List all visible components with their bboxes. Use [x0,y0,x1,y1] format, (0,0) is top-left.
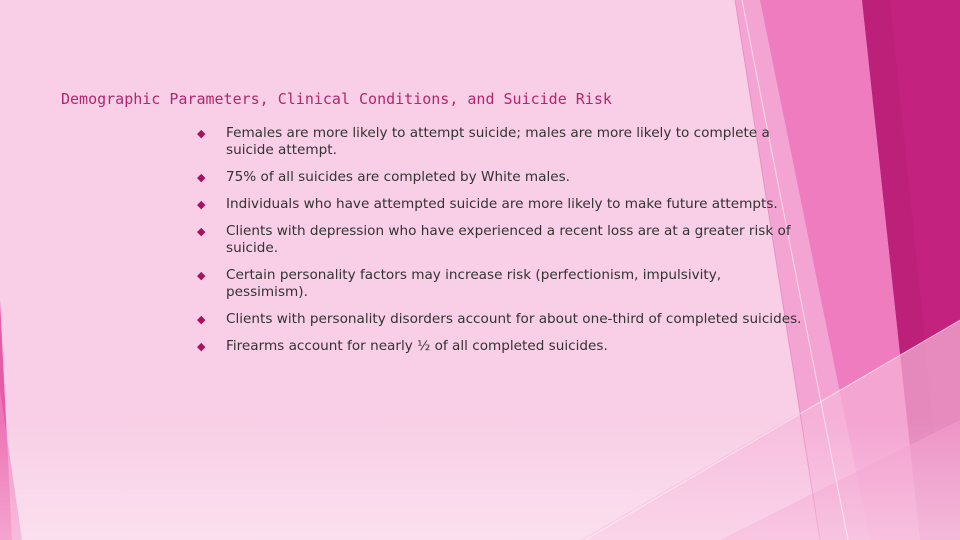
bullet-text: Females are more likely to attempt suicide; males are more likely to complete a suicide attempt. [226,125,770,158]
diamond-icon: ◆ [197,340,206,353]
bullet-text: Firearms account for nearly ½ of all completed suicides. [226,338,608,354]
diamond-icon: ◆ [197,225,206,238]
bottom-fade [0,420,960,540]
bullet-item [197,338,807,355]
bullet-item [197,223,807,257]
bullet-item [197,196,807,213]
diamond-icon: ◆ [197,171,206,184]
slide-title: Demographic Parameters, Clinical Conditions, and Suicide Risk [61,90,612,108]
bullet-list [197,125,807,355]
bullet-text: 75% of all suicides are completed by White males. [226,169,570,185]
bullet-item [197,169,807,186]
diamond-icon: ◆ [197,313,206,326]
diamond-icon: ◆ [197,127,206,140]
bullet-item [197,311,807,328]
bullet-text: Clients with personality disorders account for about one-third of completed suicides. [226,311,802,327]
bullet-item [197,125,807,159]
bullet-text: Individuals who have attempted suicide are more likely to make future attempts. [226,196,778,212]
diamond-icon: ◆ [197,269,206,282]
bullet-text: Clients with depression who have experienced a recent loss are at a greater risk of suicide. [226,223,791,256]
diamond-icon: ◆ [197,198,206,211]
bullet-item [197,267,807,301]
bullet-text: Certain personality factors may increase risk (perfectionism, impulsivity, pessimism). [226,267,722,300]
